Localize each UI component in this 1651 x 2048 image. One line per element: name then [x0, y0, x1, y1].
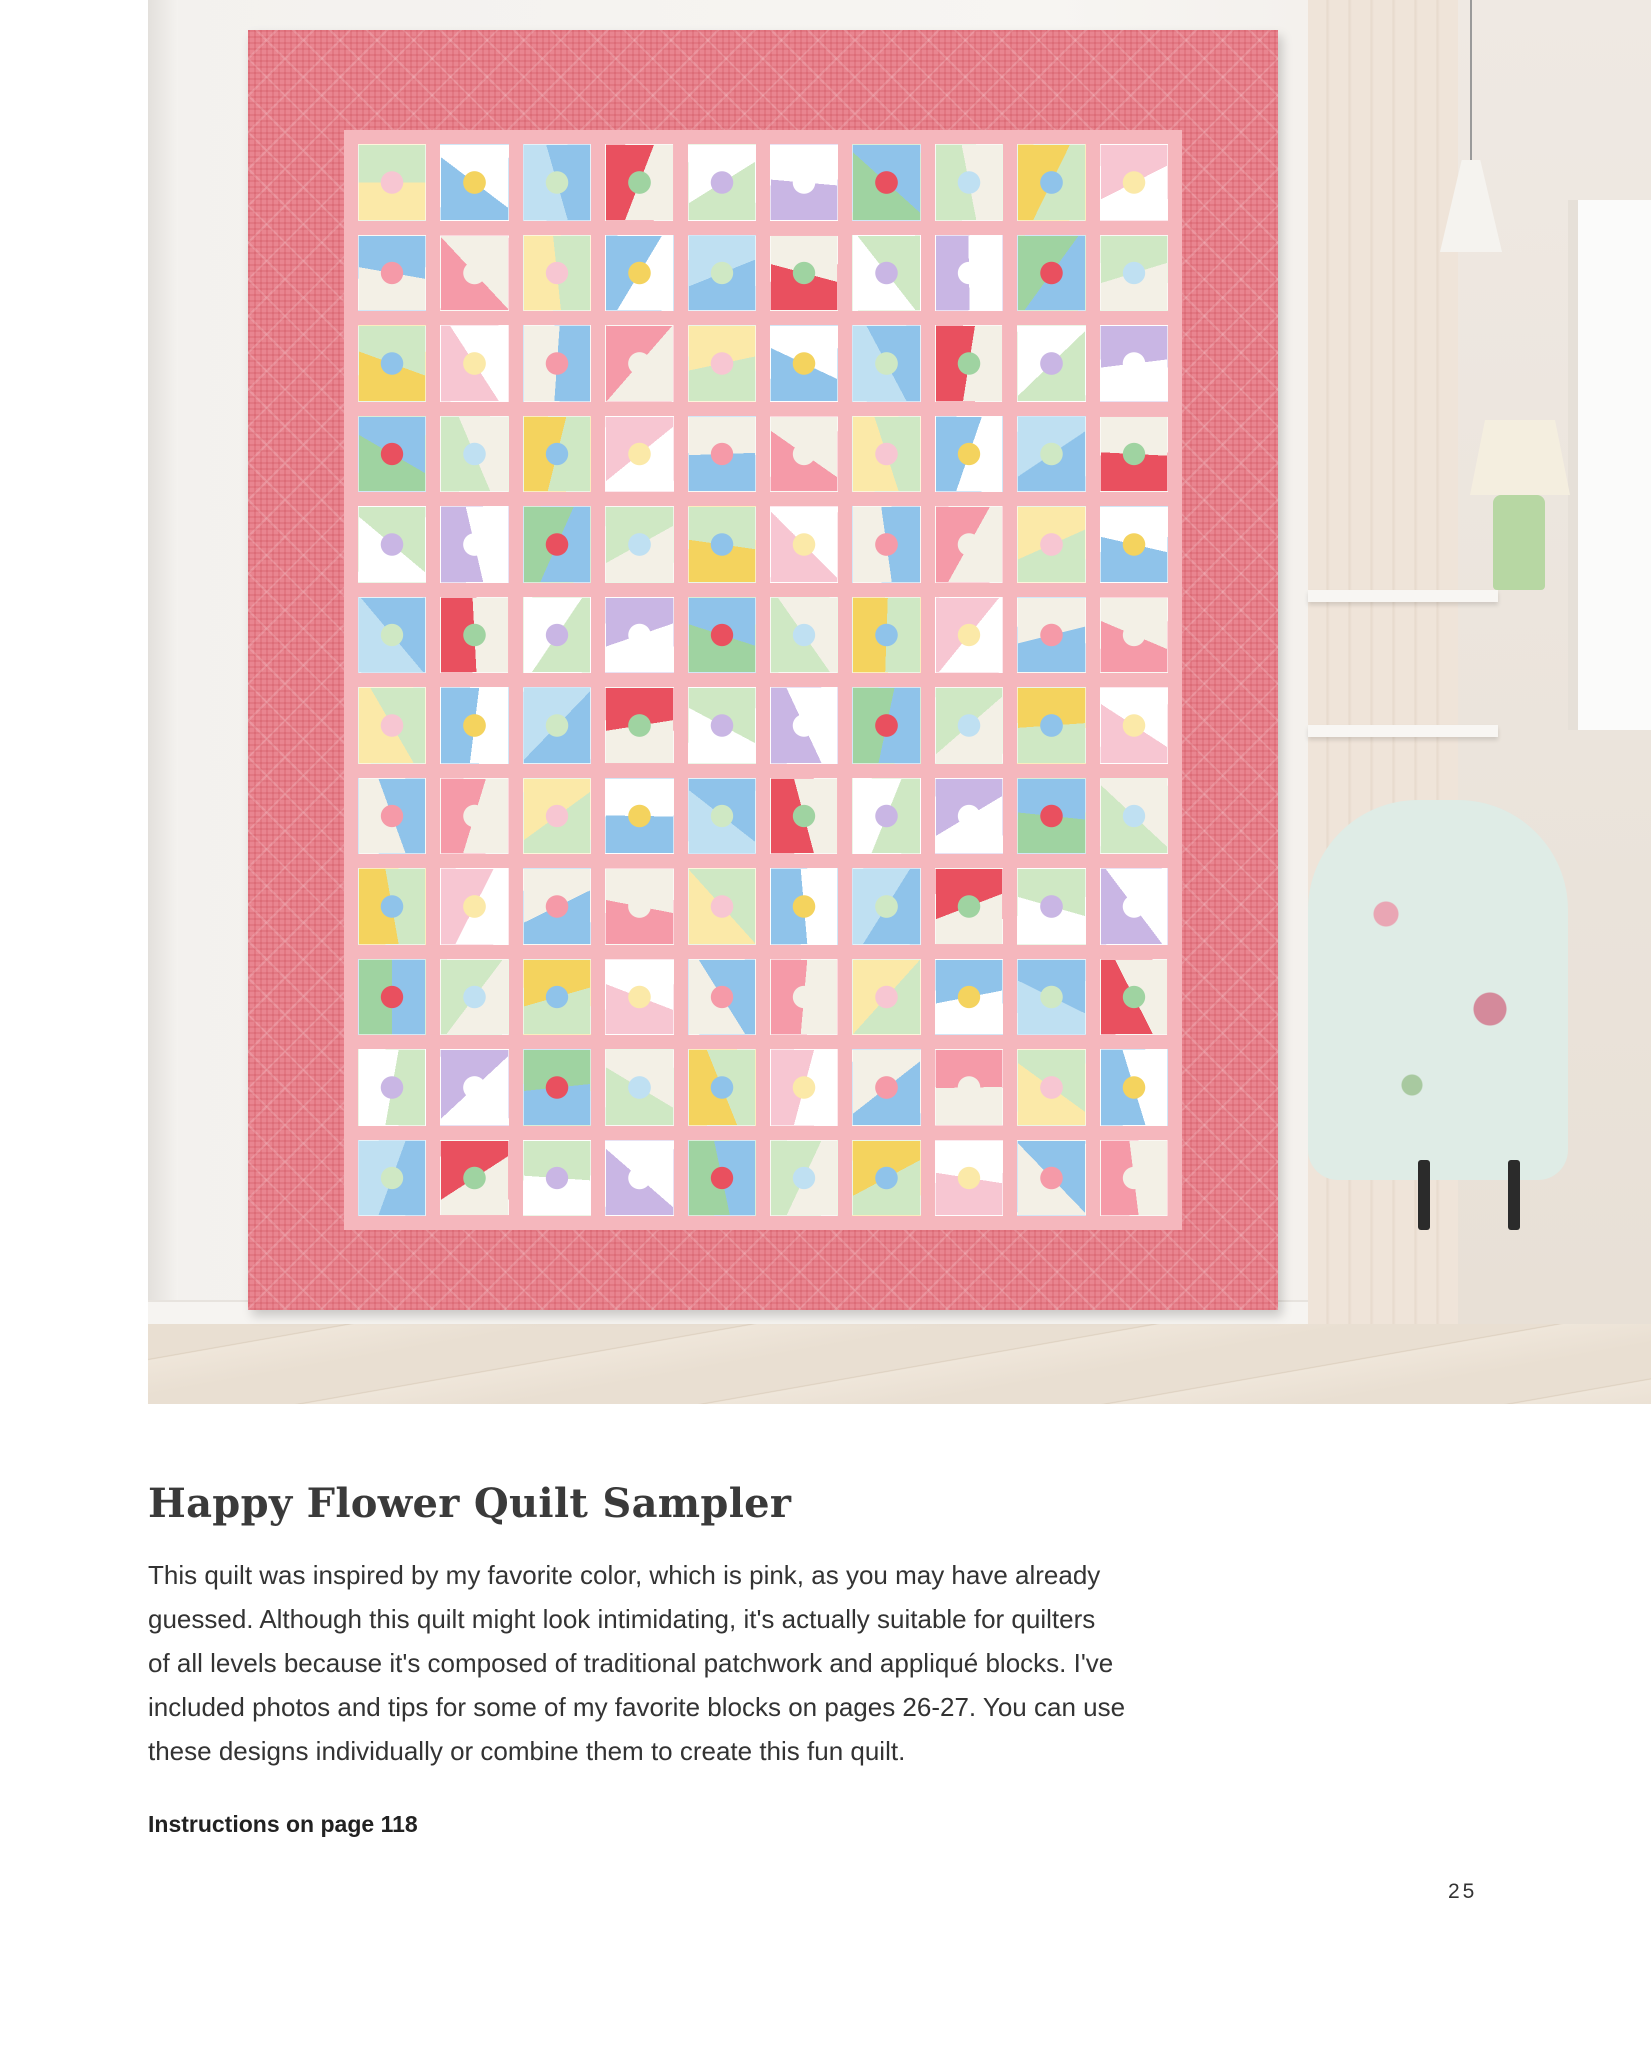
quilt-block [935, 959, 1003, 1036]
quilt-block [440, 325, 508, 402]
quilt-block [935, 506, 1003, 583]
quilt-block [1100, 1140, 1168, 1217]
quilt-block [523, 144, 591, 221]
quilt-block [440, 778, 508, 855]
quilt-block [1017, 416, 1085, 493]
quilt-block [1017, 325, 1085, 402]
quilt-block [935, 1049, 1003, 1126]
quilt-block [770, 778, 838, 855]
quilt-block [440, 597, 508, 674]
quilt-block [770, 597, 838, 674]
wood-floor [148, 1324, 1651, 1404]
page-title: Happy Flower Quilt Sampler [148, 1480, 792, 1527]
quilt-block [852, 597, 920, 674]
quilt-block [1017, 235, 1085, 312]
quilt-block [358, 778, 426, 855]
quilt-block [688, 325, 756, 402]
quilt-block [523, 597, 591, 674]
quilt-block [1017, 868, 1085, 945]
floral-armchair [1308, 800, 1568, 1180]
quilt-block [770, 1049, 838, 1126]
quilt-block [358, 597, 426, 674]
quilt-block [770, 325, 838, 402]
quilt-block [440, 868, 508, 945]
quilt-block [688, 506, 756, 583]
quilt-block [852, 416, 920, 493]
quilt-block [358, 959, 426, 1036]
quilt-block [523, 506, 591, 583]
quilt-block [605, 1140, 673, 1217]
quilt-block [770, 506, 838, 583]
quilt-block [1017, 1049, 1085, 1126]
quilt-block [1100, 778, 1168, 855]
quilt-block [770, 959, 838, 1036]
quilt-block-grid [344, 130, 1182, 1230]
quilt-block [358, 416, 426, 493]
wall-edge [148, 0, 178, 1404]
quilt-block [688, 959, 756, 1036]
quilt-block [1100, 506, 1168, 583]
quilt-block [523, 235, 591, 312]
quilt-block [1017, 687, 1085, 764]
quilt-block [523, 959, 591, 1036]
quilt-block [935, 325, 1003, 402]
quilt-block [935, 868, 1003, 945]
quilt-block [935, 687, 1003, 764]
quilt-block [358, 868, 426, 945]
quilt-block [688, 778, 756, 855]
quilt-block [688, 687, 756, 764]
quilt-block [523, 416, 591, 493]
quilt-block [688, 1049, 756, 1126]
quilt-block [440, 416, 508, 493]
quilt-block [605, 235, 673, 312]
quilt-block [1100, 959, 1168, 1036]
quilt-block [1100, 687, 1168, 764]
quilt-block [440, 506, 508, 583]
quilt-block [852, 144, 920, 221]
quilt-block [852, 506, 920, 583]
pendant-cord [1470, 0, 1472, 160]
quilt-block [440, 687, 508, 764]
quilt-block [852, 959, 920, 1036]
quilt-block [770, 868, 838, 945]
quilt-block [935, 144, 1003, 221]
quilt-block [605, 778, 673, 855]
quilt-block [852, 778, 920, 855]
quilt-block [935, 416, 1003, 493]
table-lamp-shade [1470, 420, 1570, 495]
window [1568, 200, 1651, 730]
quilt-block [358, 1140, 426, 1217]
quilt-block [1100, 325, 1168, 402]
quilt-block [1100, 144, 1168, 221]
quilt-block [605, 416, 673, 493]
quilt-block [852, 325, 920, 402]
quilt-block [1017, 778, 1085, 855]
quilt-block [440, 144, 508, 221]
page-number: 25 [1448, 1880, 1478, 1903]
quilt-block [852, 1140, 920, 1217]
quilt-block [605, 687, 673, 764]
quilt-block [688, 597, 756, 674]
quilt-block [358, 506, 426, 583]
chair-leg [1508, 1160, 1520, 1230]
quilt-block [852, 868, 920, 945]
quilt-block [1017, 1140, 1085, 1217]
quilt-block [770, 1140, 838, 1217]
quilt-block [523, 1049, 591, 1126]
quilt-block [358, 687, 426, 764]
quilt-block [1017, 959, 1085, 1036]
body-line: included photos and tips for some of my favorite blocks on pages 26-27. You can use [148, 1692, 1126, 1722]
quilt-block [770, 144, 838, 221]
quilt-photo [148, 0, 1651, 1404]
quilt-block [935, 235, 1003, 312]
quilt-block [688, 416, 756, 493]
body-line: This quilt was inspired by my favorite color, which is pink, as you may have already [148, 1560, 1101, 1590]
body-line: these designs individually or combine them to create this fun quilt. [148, 1736, 906, 1766]
quilt-block [852, 687, 920, 764]
quilt-block [852, 235, 920, 312]
quilt-block [523, 778, 591, 855]
quilt-block [935, 1140, 1003, 1217]
quilt-block [605, 506, 673, 583]
body-line: of all levels because it's composed of traditional patchwork and appliqué blocks. I've [148, 1648, 1114, 1678]
quilt-block [1100, 416, 1168, 493]
quilt-block [358, 1049, 426, 1126]
quilt-block [688, 1140, 756, 1217]
quilt-block [770, 235, 838, 312]
quilt-block [605, 325, 673, 402]
quilt-block [935, 778, 1003, 855]
body-paragraph [148, 1553, 1348, 1773]
pink-sampler-quilt [248, 30, 1278, 1310]
quilt-block [605, 597, 673, 674]
quilt-block [1017, 144, 1085, 221]
quilt-block [688, 144, 756, 221]
quilt-block [605, 144, 673, 221]
quilt-block [1100, 235, 1168, 312]
quilt-block [1017, 597, 1085, 674]
shelf-upper [1308, 590, 1498, 602]
quilt-block [1100, 868, 1168, 945]
quilt-block [1100, 1049, 1168, 1126]
quilt-block [688, 235, 756, 312]
quilt-block [770, 416, 838, 493]
quilt-block [440, 959, 508, 1036]
quilt-block [688, 868, 756, 945]
quilt-block [605, 959, 673, 1036]
quilt-block [523, 868, 591, 945]
quilt-block [523, 325, 591, 402]
quilt-block [1017, 506, 1085, 583]
quilt-block [523, 1140, 591, 1217]
quilt-block [440, 235, 508, 312]
quilt-block [358, 144, 426, 221]
instructions-reference: Instructions on page 118 [148, 1811, 418, 1837]
quilt-block [935, 597, 1003, 674]
body-line: guessed. Although this quilt might look intimidating, it's actually suitable for quilters [148, 1604, 1096, 1634]
table-lamp-base [1493, 495, 1545, 590]
quilt-block [605, 1049, 673, 1126]
quilt-block [358, 325, 426, 402]
chair-leg [1418, 1160, 1430, 1230]
quilt-block [1100, 597, 1168, 674]
quilt-block [605, 868, 673, 945]
quilt-block [440, 1049, 508, 1126]
quilt-block [770, 687, 838, 764]
shelf-lower [1308, 725, 1498, 737]
quilt-block [358, 235, 426, 312]
quilt-block [523, 687, 591, 764]
quilt-block [440, 1140, 508, 1217]
quilt-block [852, 1049, 920, 1126]
